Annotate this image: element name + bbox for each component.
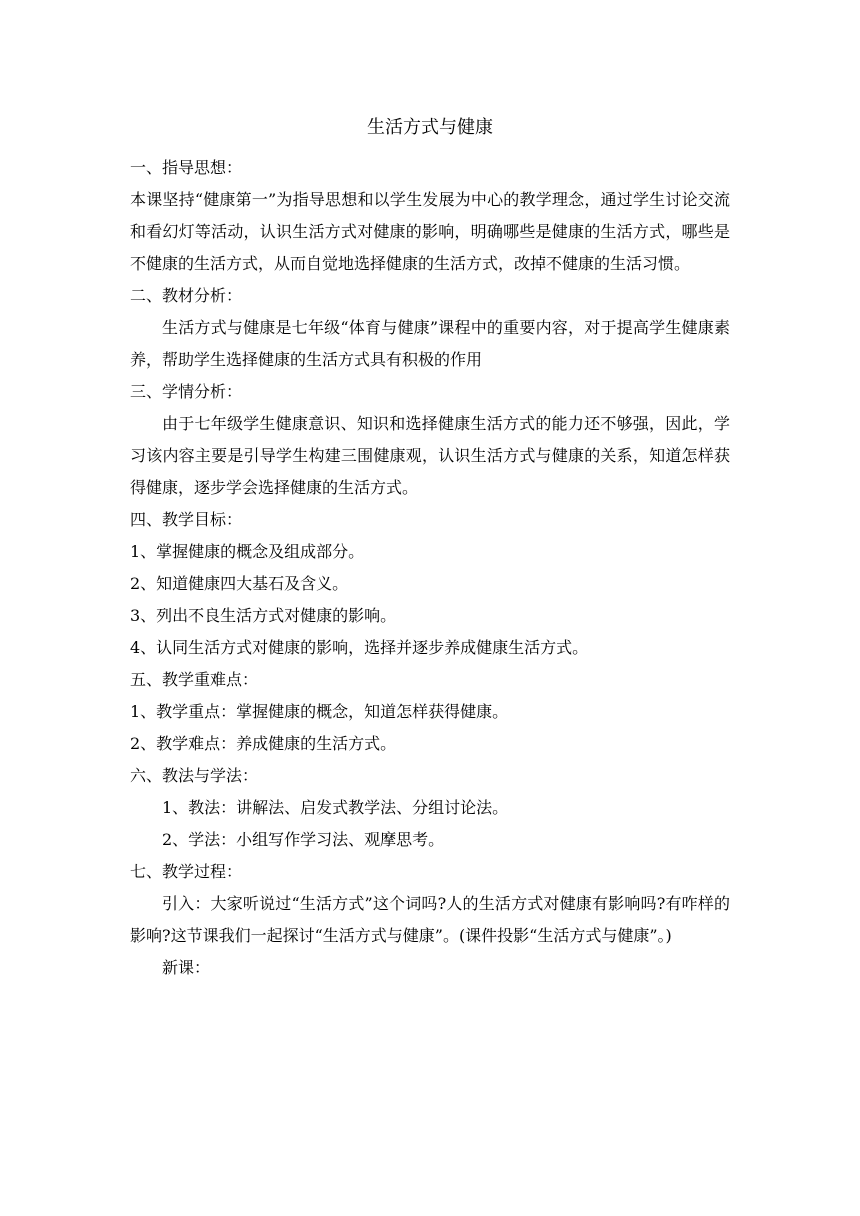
document-title: 生活方式与健康 [367,117,493,138]
list-item-difficult-point: 2、教学难点：养成健康的生活方式。 [130,734,397,753]
section-heading-material-analysis: 二、教材分析： [130,286,243,305]
list-item-goal-1: 1、掌握健康的概念及组成部分。 [130,542,365,561]
list-item-goal-4: 4、认同生活方式对健康的影响，选择并逐步养成健康生活方式。 [130,638,589,657]
section-heading-learner-analysis: 三、学情分析： [130,382,243,401]
list-item-teaching-method: 1、教法：讲解法、启发式教学法、分组讨论法。 [162,798,509,817]
section-body-introduction: 引入：大家听说过“生活方式”这个词吗?人的生活方式对健康有影响吗?有咋样的影响?这节课我们一起探讨“生活方式与健康”。(课件投影“生活方式与健康”。) [130,894,730,945]
list-item-goal-2: 2、知道健康四大基石及含义。 [130,574,349,593]
section-heading-guiding-thought: 一、指导思想： [130,158,243,177]
document-content [130,116,730,984]
section-body-material-analysis: 生活方式与健康是七年级“体育与健康”课程中的重要内容，对于提高学生健康素养，帮助学生选择健康的生活方式具有积极的作用 [130,318,730,369]
list-item-goal-3: 3、列出不良生活方式对健康的影响。 [130,606,397,625]
section-body-guiding-thought: 本课坚持“健康第一”为指导思想和以学生发展为中心的教学理念，通过学生讨论交流和看幻灯等活动，认识生活方式对健康的影响，明确哪些是健康的生活方式，哪些是不健康的生活方式，从而自觉地选择健康的生活方式，改掉不健康的生活习惯。 [130,190,730,273]
section-heading-teaching-process: 七、教学过程： [130,862,243,881]
section-heading-methods: 六、教法与学法： [130,766,259,785]
list-item-key-point: 1、教学重点：掌握健康的概念，知道怎样获得健康。 [130,702,509,721]
new-lesson-label: 新课： [162,958,211,977]
section-body-learner-analysis: 由于七年级学生健康意识、知识和选择健康生活方式的能力还不够强，因此，学习该内容主要是引导学生构建三围健康观，认识生活方式与健康的关系，知道怎样获得健康，逐步学会选择健康的生活方式。 [130,414,730,497]
section-heading-teaching-goals: 四、教学目标： [130,510,243,529]
section-heading-key-points: 五、教学重难点： [130,670,259,689]
list-item-learning-method: 2、学法：小组写作学习法、观摩思考。 [162,830,445,849]
